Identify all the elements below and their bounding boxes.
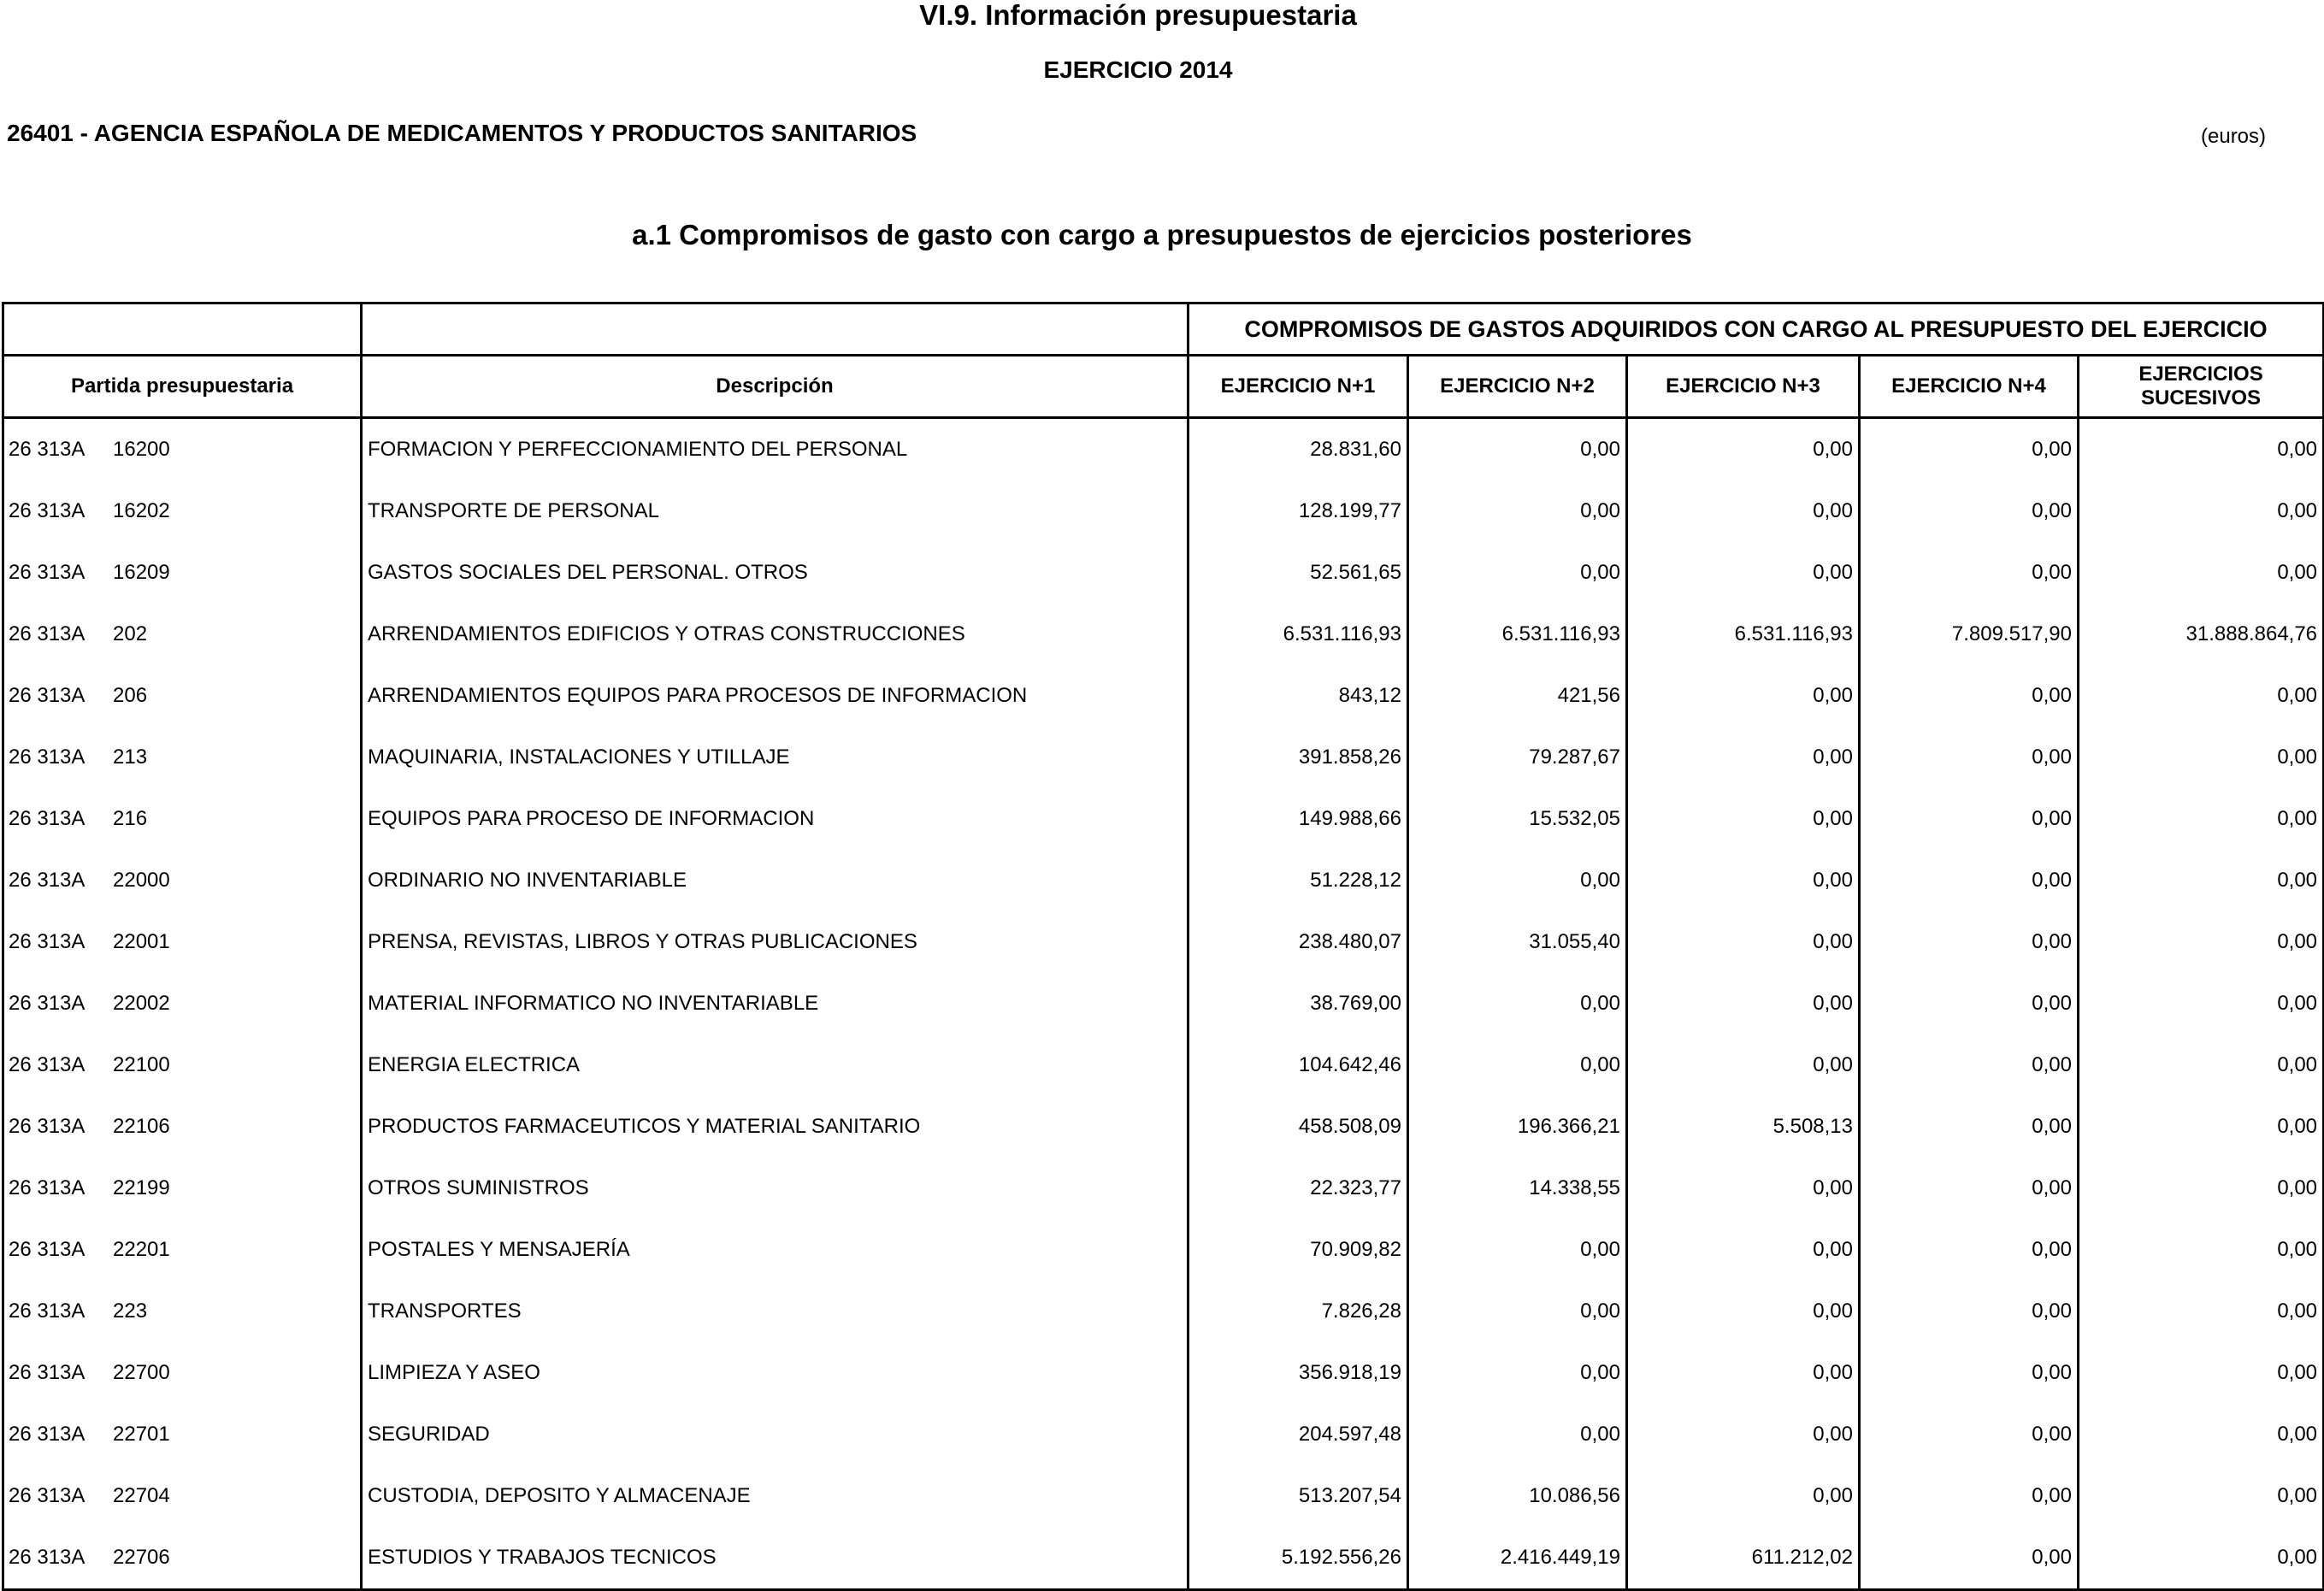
cell-subconcepto: 16209 — [113, 561, 170, 584]
cell-subconcepto: 202 — [113, 622, 148, 645]
column-header-n4: EJERCICIO N+4 — [1860, 356, 2079, 418]
table-row — [3, 1281, 2324, 1342]
cell-n2: 6.531.116,93 — [1408, 604, 1627, 665]
cell-partida — [3, 973, 362, 1034]
table-row — [3, 1034, 2324, 1096]
cell-subconcepto: 22706 — [113, 1546, 170, 1569]
cell-n3: 0,00 — [1627, 788, 1860, 850]
cell-n1: 149.988,66 — [1189, 788, 1408, 850]
cell-descripcion: LIMPIEZA Y ASEO — [362, 1342, 1189, 1404]
cell-descripcion: GASTOS SOCIALES DEL PERSONAL. OTROS — [362, 542, 1189, 604]
budget-commitments-table — [2, 302, 2324, 1591]
cell-subconcepto: 223 — [113, 1299, 148, 1323]
cell-n2: 196.366,21 — [1408, 1096, 1627, 1158]
cell-n1: 513.207,54 — [1189, 1465, 1408, 1527]
cell-partida — [3, 542, 362, 604]
cell-n2: 15.532,05 — [1408, 788, 1627, 850]
cell-subconcepto: 22100 — [113, 1053, 170, 1076]
cell-n3: 6.531.116,93 — [1627, 604, 1860, 665]
cell-subconcepto: 16200 — [113, 438, 170, 461]
column-header-descripcion: Descripción — [362, 356, 1189, 418]
table-row — [3, 1527, 2324, 1590]
cell-programa: 26 313A — [9, 1423, 86, 1446]
cell-sucesivos: 0,00 — [2079, 665, 2324, 727]
table-body — [3, 418, 2324, 1590]
cell-sucesivos: 0,00 — [2079, 973, 2324, 1034]
cell-n4: 0,00 — [1860, 727, 2079, 788]
cell-sucesivos: 0,00 — [2079, 727, 2324, 788]
column-header-n3: EJERCICIO N+3 — [1627, 356, 1860, 418]
cell-programa: 26 313A — [9, 1053, 86, 1076]
cell-sucesivos: 0,00 — [2079, 1158, 2324, 1219]
page-title: VI.9. Información presupuestaria — [919, 0, 1357, 31]
cell-n3: 0,00 — [1627, 850, 1860, 911]
cell-n4: 0,00 — [1860, 1158, 2079, 1219]
cell-n4: 0,00 — [1860, 1404, 2079, 1465]
cell-n1: 458.508,09 — [1189, 1096, 1408, 1158]
cell-n1: 22.323,77 — [1189, 1158, 1408, 1219]
cell-n4: 0,00 — [1860, 1096, 2079, 1158]
column-header-n1: EJERCICIO N+1 — [1189, 356, 1408, 418]
table-row — [3, 911, 2324, 973]
cell-n1: 128.199,77 — [1189, 480, 1408, 542]
cell-n2: 0,00 — [1408, 1034, 1627, 1096]
cell-descripcion: FORMACION Y PERFECCIONAMIENTO DEL PERSONAL — [362, 418, 1189, 481]
cell-n4: 0,00 — [1860, 1219, 2079, 1281]
table-row — [3, 1342, 2324, 1404]
cell-programa: 26 313A — [9, 869, 86, 892]
cell-n3: 0,00 — [1627, 1404, 1860, 1465]
cell-descripcion: ESTUDIOS Y TRABAJOS TECNICOS — [362, 1527, 1189, 1590]
cell-programa: 26 313A — [9, 992, 86, 1015]
cell-subconcepto: 206 — [113, 684, 148, 707]
cell-subconcepto: 22199 — [113, 1176, 170, 1199]
cell-n3: 0,00 — [1627, 1034, 1860, 1096]
cell-n3: 0,00 — [1627, 911, 1860, 973]
table-row — [3, 1219, 2324, 1281]
header-empty-partida — [3, 303, 362, 356]
cell-n3: 0,00 — [1627, 665, 1860, 727]
cell-partida — [3, 1527, 362, 1590]
cell-partida — [3, 480, 362, 542]
cell-sucesivos: 0,00 — [2079, 1465, 2324, 1527]
cell-n3: 0,00 — [1627, 1465, 1860, 1527]
cell-sucesivos: 31.888.864,76 — [2079, 604, 2324, 665]
cell-n2: 421,56 — [1408, 665, 1627, 727]
cell-n4: 0,00 — [1860, 973, 2079, 1034]
cell-descripcion: PRENSA, REVISTAS, LIBROS Y OTRAS PUBLICACIONES — [362, 911, 1189, 973]
cell-n2: 0,00 — [1408, 1281, 1627, 1342]
cell-n3: 0,00 — [1627, 542, 1860, 604]
cell-descripcion: ORDINARIO NO INVENTARIABLE — [362, 850, 1189, 911]
cell-partida — [3, 1034, 362, 1096]
cell-subconcepto: 22001 — [113, 930, 170, 953]
cell-n2: 0,00 — [1408, 1404, 1627, 1465]
table-row — [3, 418, 2324, 481]
cell-n2: 0,00 — [1408, 542, 1627, 604]
cell-subconcepto: 22106 — [113, 1115, 170, 1138]
cell-descripcion: ARRENDAMIENTOS EQUIPOS PARA PROCESOS DE INFORMACION — [362, 665, 1189, 727]
cell-n4: 0,00 — [1860, 418, 2079, 481]
cell-partida — [3, 1281, 362, 1342]
cell-n3: 0,00 — [1627, 418, 1860, 481]
cell-sucesivos: 0,00 — [2079, 1034, 2324, 1096]
cell-programa: 26 313A — [9, 1546, 86, 1569]
cell-subconcepto: 22002 — [113, 992, 170, 1015]
cell-programa: 26 313A — [9, 930, 86, 953]
cell-n3: 0,00 — [1627, 973, 1860, 1034]
cell-programa: 26 313A — [9, 745, 86, 769]
cell-descripcion: PRODUCTOS FARMACEUTICOS Y MATERIAL SANITARIO — [362, 1096, 1189, 1158]
cell-programa: 26 313A — [9, 622, 86, 645]
cell-n2: 0,00 — [1408, 1219, 1627, 1281]
header-empty-descripcion — [362, 303, 1189, 356]
cell-sucesivos: 0,00 — [2079, 1096, 2324, 1158]
cell-sucesivos: 0,00 — [2079, 1527, 2324, 1590]
table-row — [3, 1158, 2324, 1219]
cell-subconcepto: 22000 — [113, 869, 170, 892]
cell-partida — [3, 788, 362, 850]
table-row — [3, 788, 2324, 850]
cell-n1: 70.909,82 — [1189, 1219, 1408, 1281]
cell-n4: 0,00 — [1860, 911, 2079, 973]
cell-sucesivos: 0,00 — [2079, 1342, 2324, 1404]
cell-partida — [3, 1158, 362, 1219]
cell-n3: 611.212,02 — [1627, 1527, 1860, 1590]
cell-subconcepto: 22701 — [113, 1423, 170, 1446]
cell-n1: 843,12 — [1189, 665, 1408, 727]
cell-n4: 0,00 — [1860, 1034, 2079, 1096]
cell-n1: 5.192.556,26 — [1189, 1527, 1408, 1590]
table-row — [3, 480, 2324, 542]
cell-n2: 0,00 — [1408, 1342, 1627, 1404]
cell-programa: 26 313A — [9, 807, 86, 830]
cell-n1: 28.831,60 — [1189, 418, 1408, 481]
cell-n3: 0,00 — [1627, 1219, 1860, 1281]
cell-n2: 14.338,55 — [1408, 1158, 1627, 1219]
cell-descripcion: ARRENDAMIENTOS EDIFICIOS Y OTRAS CONSTRUCCIONES — [362, 604, 1189, 665]
cell-sucesivos: 0,00 — [2079, 1219, 2324, 1281]
cell-n4: 0,00 — [1860, 1527, 2079, 1590]
cell-sucesivos: 0,00 — [2079, 1281, 2324, 1342]
cell-programa: 26 313A — [9, 499, 86, 522]
cell-descripcion: CUSTODIA, DEPOSITO Y ALMACENAJE — [362, 1465, 1189, 1527]
cell-n1: 38.769,00 — [1189, 973, 1408, 1034]
cell-n1: 391.858,26 — [1189, 727, 1408, 788]
cell-programa: 26 313A — [9, 438, 86, 461]
cell-sucesivos: 0,00 — [2079, 1404, 2324, 1465]
cell-n4: 0,00 — [1860, 850, 2079, 911]
group-header: COMPROMISOS DE GASTOS ADQUIRIDOS CON CARGO AL PRESUPUESTO DEL EJERCICIO — [1189, 303, 2324, 356]
cell-programa: 26 313A — [9, 1361, 86, 1384]
cell-partida — [3, 1465, 362, 1527]
cell-sucesivos: 0,00 — [2079, 850, 2324, 911]
table-row — [3, 850, 2324, 911]
cell-descripcion: TRANSPORTE DE PERSONAL — [362, 480, 1189, 542]
cell-n3: 0,00 — [1627, 1281, 1860, 1342]
cell-descripcion: ENERGIA ELECTRICA — [362, 1034, 1189, 1096]
cell-n2: 79.287,67 — [1408, 727, 1627, 788]
cell-sucesivos: 0,00 — [2079, 542, 2324, 604]
cell-n1: 204.597,48 — [1189, 1404, 1408, 1465]
cell-n2: 0,00 — [1408, 418, 1627, 481]
cell-descripcion: TRANSPORTES — [362, 1281, 1189, 1342]
cell-n4: 0,00 — [1860, 1342, 2079, 1404]
table-row — [3, 604, 2324, 665]
cell-n2: 0,00 — [1408, 480, 1627, 542]
cell-programa: 26 313A — [9, 1238, 86, 1261]
cell-programa: 26 313A — [9, 561, 86, 584]
column-header-partida: Partida presupuestaria — [3, 356, 362, 418]
cell-sucesivos: 0,00 — [2079, 788, 2324, 850]
cell-programa: 26 313A — [9, 1484, 86, 1507]
cell-programa: 26 313A — [9, 1176, 86, 1199]
cell-n4: 0,00 — [1860, 1281, 2079, 1342]
cell-partida — [3, 850, 362, 911]
cell-n4: 0,00 — [1860, 480, 2079, 542]
cell-subconcepto: 16202 — [113, 499, 170, 522]
cell-descripcion: POSTALES Y MENSAJERÍA — [362, 1219, 1189, 1281]
cell-n2: 0,00 — [1408, 850, 1627, 911]
cell-partida — [3, 727, 362, 788]
cell-n2: 31.055,40 — [1408, 911, 1627, 973]
cell-programa: 26 313A — [9, 684, 86, 707]
cell-partida — [3, 911, 362, 973]
cell-programa: 26 313A — [9, 1299, 86, 1323]
cell-subconcepto: 22700 — [113, 1361, 170, 1384]
cell-sucesivos: 0,00 — [2079, 911, 2324, 973]
cell-descripcion: EQUIPOS PARA PROCESO DE INFORMACION — [362, 788, 1189, 850]
cell-sucesivos: 0,00 — [2079, 418, 2324, 481]
cell-n1: 52.561,65 — [1189, 542, 1408, 604]
page-subtitle: EJERCICIO 2014 — [1043, 56, 1233, 83]
cell-descripcion: MAQUINARIA, INSTALACIONES Y UTILLAJE — [362, 727, 1189, 788]
cell-n3: 0,00 — [1627, 480, 1860, 542]
cell-n4: 0,00 — [1860, 788, 2079, 850]
cell-descripcion: MATERIAL INFORMATICO NO INVENTARIABLE — [362, 973, 1189, 1034]
section-title: a.1 Compromisos de gasto con cargo a presupuestos de ejercicios posteriores — [632, 219, 1692, 250]
cell-sucesivos: 0,00 — [2079, 480, 2324, 542]
table-row — [3, 1096, 2324, 1158]
cell-partida — [3, 1096, 362, 1158]
cell-n1: 104.642,46 — [1189, 1034, 1408, 1096]
cell-n1: 238.480,07 — [1189, 911, 1408, 973]
unit-label: (euros) — [2201, 125, 2267, 148]
cell-descripcion: SEGURIDAD — [362, 1404, 1189, 1465]
entity-heading: 26401 - AGENCIA ESPAÑOLA DE MEDICAMENTOS Y PRODUCTOS SANITARIOS — [7, 120, 917, 146]
cell-partida — [3, 1342, 362, 1404]
cell-subconcepto: 213 — [113, 745, 148, 769]
cell-descripcion: OTROS SUMINISTROS — [362, 1158, 1189, 1219]
cell-partida — [3, 1404, 362, 1465]
table-row — [3, 1404, 2324, 1465]
cell-n4: 0,00 — [1860, 1465, 2079, 1527]
cell-n2: 0,00 — [1408, 973, 1627, 1034]
cell-n1: 7.826,28 — [1189, 1281, 1408, 1342]
column-header-sucesivos: EJERCICIOS SUCESIVOS — [2079, 356, 2324, 418]
cell-partida — [3, 1219, 362, 1281]
table-row — [3, 973, 2324, 1034]
cell-n3: 0,00 — [1627, 1342, 1860, 1404]
table-row — [3, 542, 2324, 604]
table-row — [3, 665, 2324, 727]
cell-partida — [3, 665, 362, 727]
cell-n4: 0,00 — [1860, 665, 2079, 727]
cell-n1: 6.531.116,93 — [1189, 604, 1408, 665]
cell-subconcepto: 216 — [113, 807, 148, 830]
cell-n2: 2.416.449,19 — [1408, 1527, 1627, 1590]
cell-n3: 5.508,13 — [1627, 1096, 1860, 1158]
cell-n2: 10.086,56 — [1408, 1465, 1627, 1527]
cell-n3: 0,00 — [1627, 727, 1860, 788]
column-header-n2: EJERCICIO N+2 — [1408, 356, 1627, 418]
cell-partida — [3, 418, 362, 481]
cell-n1: 356.918,19 — [1189, 1342, 1408, 1404]
cell-n1: 51.228,12 — [1189, 850, 1408, 911]
table-row — [3, 727, 2324, 788]
cell-n3: 0,00 — [1627, 1158, 1860, 1219]
cell-subconcepto: 22704 — [113, 1484, 170, 1507]
cell-programa: 26 313A — [9, 1115, 86, 1138]
cell-subconcepto: 22201 — [113, 1238, 170, 1261]
cell-partida — [3, 604, 362, 665]
cell-n4: 0,00 — [1860, 542, 2079, 604]
cell-n4: 7.809.517,90 — [1860, 604, 2079, 665]
table-row — [3, 1465, 2324, 1527]
